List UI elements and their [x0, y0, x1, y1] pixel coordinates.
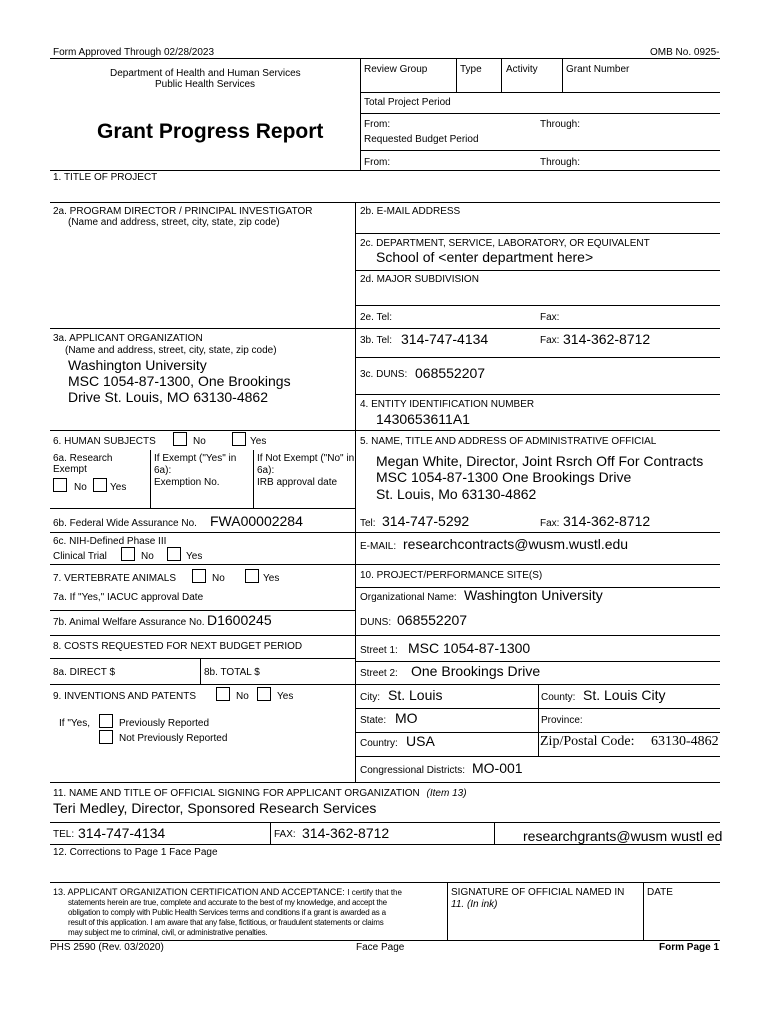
certification-line1 — [53, 887, 402, 897]
zip-label: Zip/Postal Code: — [540, 734, 635, 749]
if-not-exempt-line2: 6a): — [257, 465, 275, 476]
exemption-number-label: Exemption No. — [154, 477, 220, 488]
entity-id-value[interactable]: 1430653611A1 — [376, 411, 470, 427]
applicant-org-sublabel: (Name and address, street, city, state, zip code) — [65, 345, 277, 356]
title-of-project-label: 1. TITLE OF PROJECT — [53, 172, 158, 183]
pi-tel-label: 2e. Tel: — [360, 312, 393, 323]
inventions-yes-label: Yes — [277, 691, 294, 702]
costs-requested-label: 8. COSTS REQUESTED FOR NEXT BUDGET PERIOD — [53, 641, 303, 652]
applicant-tel-label: 3b. Tel: — [360, 335, 393, 346]
signing-email-value[interactable]: researchgrants@wusm wustl ed — [523, 828, 723, 844]
org-name-label: Organizational Name: — [360, 592, 457, 603]
admin-official-line3[interactable]: St. Louis, Mo 63130-4862 — [376, 486, 537, 502]
clinical-trial-no-label: No — [141, 551, 154, 562]
congressional-districts-value[interactable]: MO-001 — [472, 760, 523, 776]
admin-official-label: 5. NAME, TITLE AND ADDRESS OF ADMINISTRATIVE OFFICIAL — [360, 436, 657, 447]
state-label: State: — [360, 715, 387, 726]
human-subjects-no-label: No — [193, 436, 206, 447]
inventions-yes-checkbox[interactable] — [257, 687, 271, 701]
admin-fax-value[interactable]: 314-362-8712 — [563, 513, 651, 529]
country-value[interactable]: USA — [406, 733, 435, 749]
animal-welfare-value[interactable]: D1600245 — [207, 612, 272, 628]
duns-value[interactable]: 068552207 — [415, 365, 486, 381]
human-subjects-yes-checkbox[interactable] — [232, 432, 246, 446]
not-previously-reported-checkbox[interactable] — [99, 730, 113, 744]
street1-label: Street 1: — [360, 645, 398, 656]
research-exempt-no-label: No — [74, 482, 87, 493]
applicant-org-line3[interactable]: Drive St. Louis, MO 63130-4862 — [68, 389, 268, 405]
admin-email-value[interactable]: researchcontracts@wusm.wustl.edu — [403, 536, 629, 552]
if-exempt-line1: If Exempt ("Yes" in — [154, 453, 237, 464]
zip-value[interactable]: 63130-4862 — [651, 734, 719, 749]
clinical-trial-label-2: Clinical Trial — [53, 551, 107, 562]
certification-text4: result of this application. I am aware that any false, fictitious, or fraudulent statements or claims — [68, 918, 384, 927]
review-group-label: Review Group — [364, 64, 428, 75]
duns-label: 3c. DUNS: — [360, 369, 408, 380]
department-label: 2c. DEPARTMENT, SERVICE, LABORATORY, OR EQUIVALENT — [360, 238, 650, 249]
applicant-org-label: 3a. APPLICANT ORGANIZATION — [53, 333, 203, 344]
activity-label: Activity — [506, 64, 538, 75]
signing-tel-value[interactable]: 314-747-4134 — [78, 825, 166, 841]
research-exempt-label-1: 6a. Research — [53, 453, 113, 464]
city-value[interactable]: St. Louis — [388, 687, 443, 703]
clinical-trial-yes-checkbox[interactable] — [167, 547, 181, 561]
province-label: Province: — [541, 715, 583, 726]
signature-label-1: SIGNATURE OF OFFICIAL NAMED IN — [451, 887, 625, 898]
major-subdivision-label: 2d. MAJOR SUBDIVISION — [360, 274, 479, 285]
footer-face-page: Face Page — [356, 942, 405, 953]
certification-heading: 13. APPLICANT ORGANIZATION CERTIFICATION AND ACCEPTANCE: — [53, 887, 345, 897]
city-label: City: — [360, 692, 380, 703]
applicant-fax-value[interactable]: 314-362-8712 — [563, 331, 651, 347]
certification-text5: may subject me to criminal, civil, or administrative penalties. — [68, 928, 268, 937]
research-exempt-label-2: Exempt — [53, 464, 87, 475]
corrections-label: 12. Corrections to Page 1 Face Page — [53, 847, 218, 858]
inventions-label: 9. INVENTIONS AND PATENTS — [53, 691, 196, 702]
grant-number-label: Grant Number — [566, 64, 630, 75]
page-title: Grant Progress Report — [97, 120, 324, 143]
department-line2: Public Health Services — [155, 79, 256, 90]
previously-reported-label: Previously Reported — [119, 718, 210, 729]
inventions-no-checkbox[interactable] — [216, 687, 230, 701]
program-director-sublabel: (Name and address, street, city, state, zip code) — [68, 217, 280, 228]
applicant-tel-value[interactable]: 314-747-4134 — [401, 331, 489, 347]
applicant-fax-label: Fax: — [540, 335, 560, 346]
certification-text2: statements herein are true, complete and accurate to the best of my knowledge, and accept the — [68, 898, 387, 907]
admin-official-line2[interactable]: MSC 1054-87-1300 One Brookings Drive — [376, 469, 632, 485]
irb-approval-date-label: IRB approval date — [257, 477, 338, 488]
signing-tel-label: TEL: — [53, 829, 75, 840]
date-label: DATE — [647, 887, 673, 898]
research-exempt-no-checkbox[interactable] — [53, 478, 67, 492]
email-address-label: 2b. E-MAIL ADDRESS — [360, 206, 461, 217]
iacuc-date-label: 7a. If "Yes," IACUC approval Date — [53, 592, 204, 603]
vertebrate-animals-label: 7. VERTEBRATE ANIMALS — [53, 573, 177, 584]
admin-tel-value[interactable]: 314-747-5292 — [382, 513, 470, 529]
department-value[interactable]: School of <enter department here> — [376, 249, 594, 265]
human-subjects-yes-label: Yes — [250, 436, 267, 447]
signing-official-value[interactable]: Teri Medley, Director, Sponsored Research Services — [53, 800, 377, 816]
clinical-trial-no-checkbox[interactable] — [121, 547, 135, 561]
total-project-period-label: Total Project Period — [364, 97, 451, 108]
street2-label: Street 2: — [360, 668, 398, 679]
budget-from-label: From: — [364, 157, 391, 168]
site-duns-value[interactable]: 068552207 — [397, 612, 468, 628]
form-number: PHS 2590 (Rev. 03/2020) — [50, 942, 164, 953]
fwa-value[interactable]: FWA00002284 — [210, 513, 303, 529]
admin-tel-label: Tel: — [360, 518, 376, 529]
signing-fax-value[interactable]: 314-362-8712 — [302, 825, 390, 841]
signing-official-label — [53, 788, 467, 799]
congressional-districts-label: Congressional Districts: — [360, 765, 466, 776]
inventions-no-label: No — [236, 691, 249, 702]
human-subjects-label: 6. HUMAN SUBJECTS — [53, 436, 156, 447]
vertebrate-animals-no-label: No — [212, 573, 225, 584]
footer-form-page: Form Page 1 — [659, 942, 720, 953]
total-costs-label: 8b. TOTAL $ — [204, 667, 260, 678]
pi-fax-label: Fax: — [540, 312, 560, 323]
vertebrate-animals-yes-label: Yes — [263, 573, 280, 584]
applicant-org-line2[interactable]: MSC 1054-87-1300, One Brookings — [68, 373, 291, 389]
certification-text3: obligation to comply with Public Health Services terms and conditions if a grant is awarded as a — [68, 908, 386, 917]
project-through-label: Through: — [540, 119, 581, 130]
vertebrate-animals-no-checkbox[interactable] — [192, 569, 206, 583]
requested-budget-period-label: Requested Budget Period — [364, 134, 479, 145]
clinical-trial-label-1: 6c. NIH-Defined Phase III — [53, 536, 167, 547]
if-not-exempt-line1: If Not Exempt ("No" in — [257, 453, 355, 464]
approval-date: Form Approved Through 02/28/2023 — [53, 47, 215, 58]
certification-text1: I certify that the — [347, 888, 402, 897]
performance-site-label: 10. PROJECT/PERFORMANCE SITE(S) — [360, 570, 543, 581]
org-name-value[interactable]: Washington University — [464, 587, 603, 603]
county-value[interactable]: St. Louis City — [583, 687, 666, 703]
vertebrate-animals-yes-checkbox[interactable] — [245, 569, 259, 583]
project-from-label: From: — [364, 119, 391, 130]
omb-number: OMB No. 0925- — [650, 47, 720, 58]
budget-through-label: Through: — [540, 157, 581, 168]
research-exempt-yes-checkbox[interactable] — [93, 478, 107, 492]
admin-fax-label: Fax: — [540, 518, 560, 529]
state-value[interactable]: MO — [395, 710, 418, 726]
if-exempt-line2: 6a): — [154, 465, 172, 476]
not-previously-reported-label: Not Previously Reported — [119, 733, 228, 744]
animal-welfare-label: 7b. Animal Welfare Assurance No. — [53, 617, 205, 628]
admin-email-label: E-MAIL: — [360, 541, 397, 552]
research-exempt-yes-label: Yes — [110, 482, 127, 493]
admin-official-line1[interactable]: Megan White, Director, Joint Rsrch Off For Contracts — [376, 453, 704, 469]
if-yes-label: If "Yes, — [59, 718, 90, 729]
county-label: County: — [541, 692, 576, 703]
program-director-label: 2a. PROGRAM DIRECTOR / PRINCIPAL INVESTIGATOR — [53, 206, 313, 217]
clinical-trial-yes-label: Yes — [186, 551, 203, 562]
applicant-org-line1[interactable]: Washington University — [68, 357, 207, 373]
signing-official-label-text: 11. NAME AND TITLE OF OFFICIAL SIGNING FOR APPLICANT ORGANIZATION — [53, 788, 420, 799]
fwa-label: 6b. Federal Wide Assurance No. — [53, 518, 197, 529]
direct-costs-label: 8a. DIRECT $ — [53, 667, 116, 678]
country-label: Country: — [360, 738, 398, 749]
signing-official-item-ref: (Item 13) — [426, 788, 467, 799]
site-duns-label: DUNS: — [360, 617, 392, 628]
department-line1: Department of Health and Human Services — [110, 68, 301, 79]
street1-value[interactable]: MSC 1054-87-1300 — [408, 640, 531, 656]
street2-value[interactable]: One Brookings Drive — [411, 663, 541, 679]
previously-reported-checkbox[interactable] — [99, 714, 113, 728]
signing-fax-label: FAX: — [274, 829, 296, 840]
entity-id-label: 4. ENTITY IDENTIFICATION NUMBER — [360, 399, 535, 410]
human-subjects-no-checkbox[interactable] — [173, 432, 187, 446]
type-label: Type — [460, 64, 482, 75]
signature-label-2: 11. (In ink) — [451, 899, 498, 910]
